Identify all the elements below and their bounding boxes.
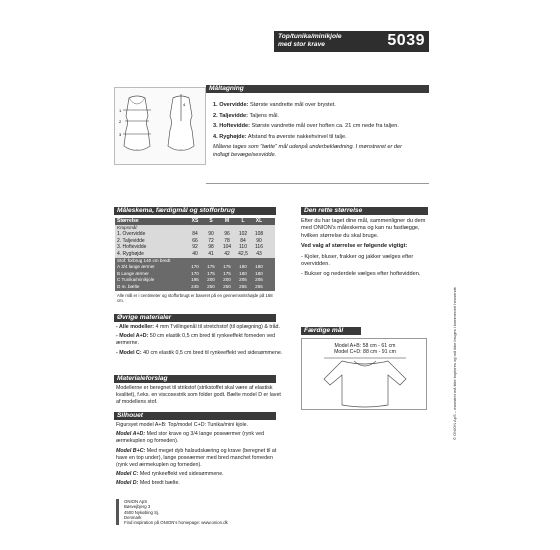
measure-note: Målene tages som "tætte" mål udenpå underbeklædning. I mønstreret er der indlagt bevægelsesvidde. [213,144,402,158]
measure-item-1: 1. Overvidde: Største vandrette mål over brystet. [213,102,336,108]
measure-item-2: 2. Taljevidde: Taljens mål. [213,112,280,119]
measure-item-3: 3. Hoftevidde: Største vandrette mål over hoften ca. 21 cm nede fra taljen. [213,123,399,130]
table-note: Alle mål er i centimeter og stofforbrugt er baseret på en gennemsnitshøjde på 168 cm. [117,292,273,303]
fig-label-3: 3 [119,132,122,137]
pattern-number: 5039 [387,32,425,49]
pattern-page [94,21,461,529]
fig-label-4: 4 [183,102,186,107]
table-row: 3. Hoftevidde 92 98 104 110 116 [115,244,275,251]
silhouet-model-ad: Model A+D: Med stor krave og 3/4 lange poseærmer (rynk ved ærmekuplen og forneden). [116,431,265,445]
body-figure-illustration [115,88,207,166]
rette-text [301,218,428,282]
pattern-subtitle [278,33,378,49]
silhouet-title: Silhouet [114,412,276,420]
table-row: 2. Taljevidde 66 72 78 84 90 [115,238,275,245]
silhouet-model-bc: Model B+C: Med meget dyb halsudskæring og krave (beregnet til at have en top under), lange poseærmer med bred manchet forneden (rynk ved ærmekuplen og forneden). [116,447,277,468]
maaltagning-list [213,102,417,163]
maaltagning-title: Måltagning [206,85,429,93]
materiale-paragraph: Modellerne er beregnet til strikstof (strikstoffet skal være af elastisk kvalitet), f.eks. en viscosestrik som folder godt. Bælte model D er lavet af modellens stof. [116,385,281,405]
footer-accent-bar [116,499,119,525]
finished-model-cd: Model C+D: 88 cm - 91 cm [334,349,396,356]
silhouet-intro: Figursyet model A+B: Top/model C+D: Tunika/mini kjole. [116,422,249,428]
subtitle-line1: Top/tunika/minikjole [278,33,342,40]
maaleskema-title: Måleskema, færdigmål og stofforbrug [114,207,276,215]
measure-item-4: 4. Ryghøjde: Afstand fra øverste nakkehvirvel til talje. [213,133,347,140]
footer-homepage-link[interactable]: Find inspiration på ONION's homepage: www.onion.dk [124,520,228,526]
pattern-header [274,31,429,52]
oevrige-bullet-1: - Alle modeller: 4 mm Tvillingenål til stretchstof (til oplægning) & tråd. [116,324,280,330]
footer-address: ONION ApS Bøsvejbjerg 3 4500 Nykøbing Sj. Denmark Find inspiration på ONION's homepage: www.onion.dk [124,499,228,526]
silhouet-text [116,422,286,490]
oevrige-bullet-3: - Model C: 40 cm elastik 0,5 cm bred til rynkeeffekt ved sidesømmene. [116,349,283,356]
oevrige-text [116,324,286,359]
rette-subtitle: Ved valg af størrelse er følgende vigtigt: [301,243,408,250]
table-row: D m. bælte 245 250 250 255 255 [115,284,275,291]
size-table-subheader: Kropsmål: [115,225,275,232]
table-row: B Lange ærmer 170 175 175 180 180 [115,271,275,278]
fabric-title-row: Stof: forbrug 140 cm bredt [115,258,275,265]
table-row: A 3/4 lange ærmer 170 175 175 180 180 [115,264,275,271]
finished-measure-caption [326,343,404,356]
silhouet-model-c: Model C: Med rynkeeffekt ved sidesømmene. [116,470,224,477]
table-row: 1. Overvidde 84 90 96 102 108 [115,231,275,238]
fig-label-1: 1 [119,108,122,113]
finished-model-ab: Model A+B: 58 cm - 61 cm [334,343,396,349]
faerdige-title: Færdige mål [301,327,361,335]
rette-bullet-2: - Bukser og nederdele vælges efter hoftevidden. [301,271,421,278]
oevrige-title: Øvrige materialer [114,314,276,322]
rette-paragraph: Efter du har taget dine mål, sammenligner du dem med ONION's måleskema og kan nu fastlægge, hvilken størrelse du skal bruge. [301,218,426,239]
rette-title: Den rette størrelse [301,207,428,215]
finished-measure-box [301,338,427,410]
fig-label-2: 2 [119,119,122,124]
size-table [115,218,275,303]
silhouet-model-d: Model D: Med bredt bælte. [116,480,180,487]
table-row: 4. Ryghøjde 40 41 42 42,5 43 [115,251,275,258]
rette-bullet-1: - Kjoler, bluser, frakker og jakker vælges efter overvidden. [301,253,414,268]
oevrige-bullet-2: - Model A+D: 50 cm elastik 0,5 cm bred til rynkeeffekt forneden ved ærmerne. [116,333,276,347]
size-table-header: Størrelse XS S M L XL [115,218,275,225]
materiale-title: Materialeforslag [114,375,276,383]
subtitle-line2: med stor krave [278,41,325,48]
table-row: C Tunika/minikjole 195 200 200 205 205 [115,277,275,284]
body-figures [114,87,206,165]
footer [116,499,228,525]
section-divider [206,183,429,184]
copyright-text: © ONION ApS – mønstret må ikke kopieres og må ikke bruges i kommerciel hensende [452,286,457,440]
materiale-text [116,385,286,408]
